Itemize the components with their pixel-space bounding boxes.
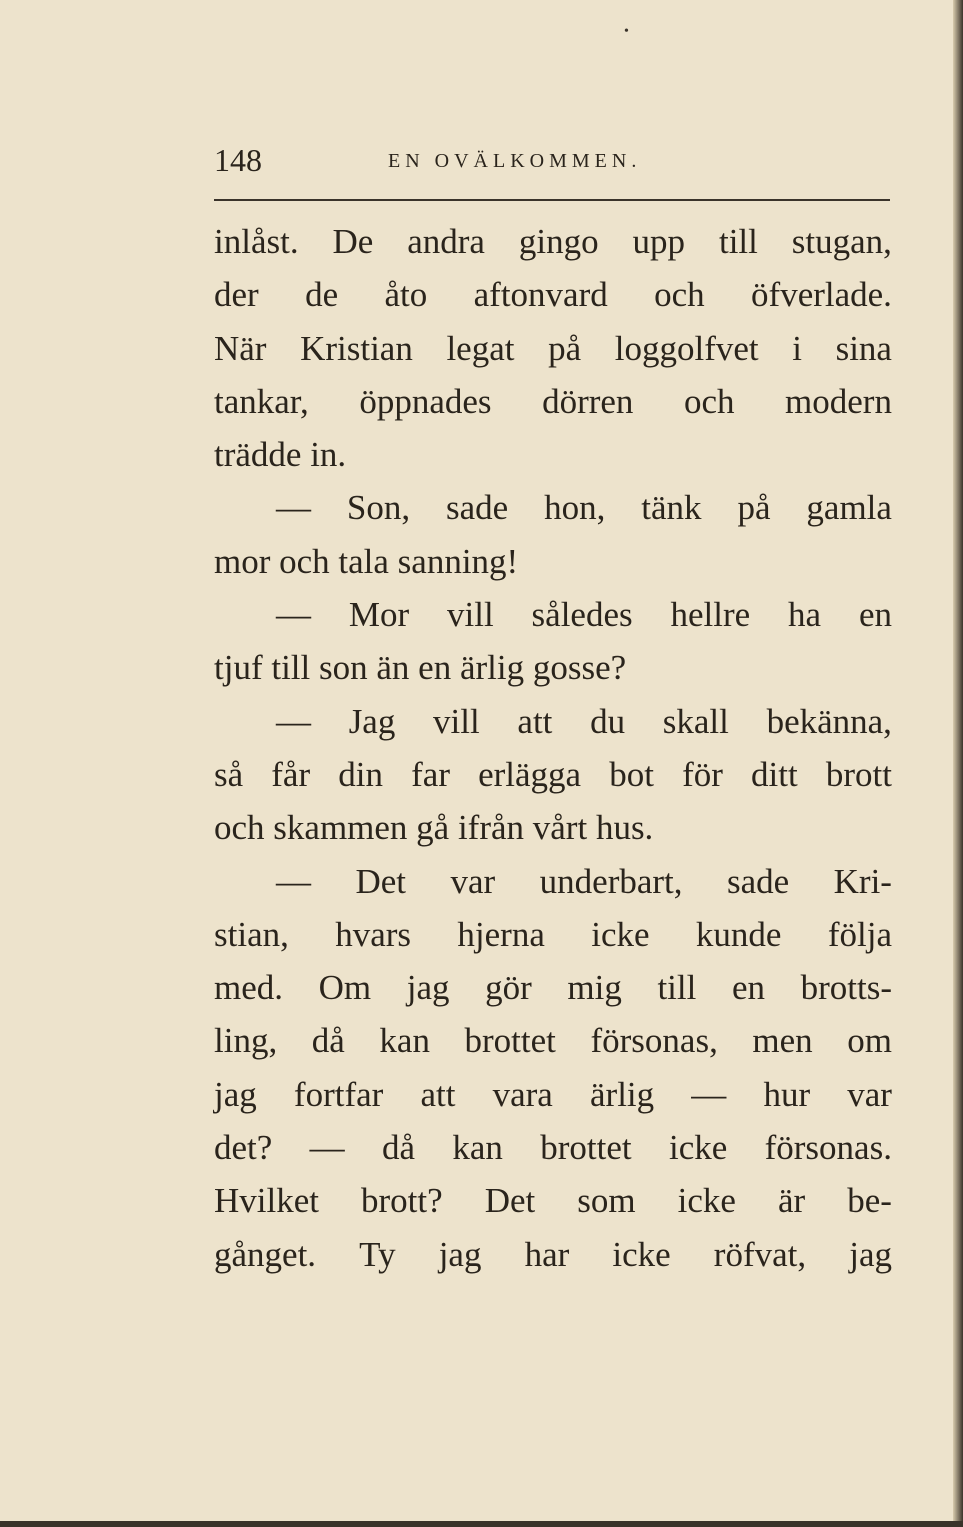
word: stugan, (791, 222, 892, 261)
word: fortfar (293, 1074, 384, 1114)
text-line: mor och tala sanning! (214, 541, 519, 581)
word: och (654, 275, 705, 315)
text-line (214, 908, 892, 961)
text-line: och skammen gå ifrån vårt hus. (214, 808, 654, 848)
word: — (276, 701, 311, 741)
word: är (777, 1181, 806, 1221)
word: du (590, 701, 626, 741)
word: på (737, 488, 771, 528)
word: följa (827, 914, 892, 954)
word: sade (726, 861, 790, 901)
word: underbart, (539, 861, 683, 901)
header-rule (214, 199, 890, 201)
word: mig (567, 968, 622, 1008)
word: försonas, (590, 1021, 718, 1061)
word: ha (788, 595, 822, 635)
word: gör (485, 968, 532, 1008)
word: bot (609, 754, 654, 794)
word: gingo (518, 222, 599, 261)
word: — (276, 861, 311, 901)
word: Det (484, 1181, 536, 1221)
word: åto (384, 275, 428, 315)
running-title: EN OVÄLKOMMEN. (388, 150, 642, 172)
word: kan (452, 1128, 503, 1168)
word: att (517, 701, 553, 741)
word: — (691, 1074, 727, 1114)
word: icke (677, 1181, 736, 1221)
word: således (531, 595, 633, 635)
word: hvars (335, 914, 412, 954)
word: gånget. (214, 1234, 317, 1274)
word: modern (785, 381, 892, 421)
word: icke (591, 914, 650, 954)
text-line (214, 748, 892, 801)
word: var (450, 861, 496, 901)
text-line: trädde in. (214, 435, 347, 475)
word: erlägga (478, 754, 582, 794)
word: Ty (359, 1234, 396, 1274)
word: Det (355, 861, 407, 901)
word: Om (318, 968, 372, 1008)
word: jag (214, 1074, 257, 1114)
text-line (214, 1174, 892, 1227)
word: stian, (214, 914, 289, 954)
word: Kri- (833, 861, 892, 901)
word: som (577, 1181, 636, 1221)
word: en (858, 595, 892, 635)
word: icke (668, 1128, 728, 1168)
text-line (214, 375, 892, 428)
word: aftonvard (473, 275, 608, 315)
word: vill (433, 701, 480, 741)
word: öppnades (359, 381, 492, 421)
body-text (214, 215, 892, 1281)
word: i (792, 328, 802, 368)
word: icke (612, 1234, 671, 1274)
word: hur (763, 1074, 811, 1114)
text-line (214, 1121, 892, 1174)
word: har (524, 1234, 570, 1274)
text-line (214, 588, 892, 641)
word: inlåst. (214, 222, 299, 261)
word: så (214, 754, 244, 794)
text-line (214, 1068, 892, 1121)
word: jag (438, 1234, 482, 1274)
word: din (338, 754, 383, 794)
word: ditt (751, 754, 798, 794)
page-bottom-edge (0, 1521, 963, 1527)
word: När (214, 328, 267, 368)
word: brottet (464, 1021, 556, 1061)
word: men (752, 1021, 813, 1061)
page-edge-shadow (953, 0, 963, 1527)
word: Jag (348, 701, 396, 741)
word: att (420, 1074, 456, 1114)
page-header (214, 140, 894, 180)
word: be- (847, 1181, 892, 1221)
word: dörren (542, 381, 634, 421)
word: brotts- (800, 968, 892, 1008)
page-number: 148 (214, 142, 262, 178)
word: De (332, 222, 374, 261)
text-line (214, 1228, 892, 1281)
word: Mor (348, 595, 410, 635)
word: andra (407, 222, 485, 261)
word: ärlig (590, 1074, 655, 1114)
word: får (271, 754, 311, 794)
word: bekänna, (766, 701, 892, 741)
word: brott? (361, 1181, 443, 1221)
word: Kristian (300, 328, 413, 368)
word: vara (492, 1074, 553, 1114)
word: öfverlade. (751, 275, 892, 315)
word: gamla (806, 488, 892, 528)
word: brott (825, 754, 892, 794)
text-line (214, 322, 892, 375)
word: far (411, 754, 450, 794)
text-line (214, 855, 892, 908)
word: sina (835, 328, 892, 368)
word: sade (446, 488, 509, 528)
word: till (718, 222, 758, 261)
word: loggolfvet (614, 328, 759, 368)
word: en (731, 968, 765, 1008)
word: legat (446, 328, 515, 368)
word: röfvat, (713, 1234, 807, 1274)
word: på (548, 328, 582, 368)
word: tankar, (214, 381, 309, 421)
ink-speck-icon: • (624, 24, 629, 39)
word: brottet (540, 1128, 632, 1168)
word: och (683, 381, 735, 421)
word: om (847, 1021, 892, 1061)
word: kunde (695, 914, 782, 954)
word: jag (849, 1234, 892, 1274)
word: vill (447, 595, 494, 635)
word: — (276, 488, 311, 528)
word: hon, (544, 488, 606, 528)
word: kan (379, 1021, 430, 1061)
word: till (657, 968, 697, 1008)
text-line (214, 695, 892, 748)
word: Son, (346, 488, 411, 528)
word: med. (214, 968, 284, 1008)
word: hjerna (457, 914, 545, 954)
word: upp (632, 222, 686, 261)
word: jag (406, 968, 450, 1008)
word: de (305, 275, 339, 315)
word: — (309, 1128, 345, 1168)
word: Hvilket (214, 1181, 319, 1221)
text-line (214, 481, 892, 534)
word: då (311, 1021, 345, 1061)
word: hellre (670, 595, 751, 635)
text-line: tjuf till son än en ärlig gosse? (214, 648, 627, 688)
word: skall (662, 701, 729, 741)
word: var (847, 1074, 892, 1114)
word: der (214, 275, 259, 315)
text-line (214, 1014, 892, 1067)
word: tänk (641, 488, 702, 528)
word: för (682, 754, 723, 794)
word: — (276, 595, 311, 635)
word: försonas. (764, 1128, 892, 1168)
word: då (381, 1128, 416, 1168)
word: det? (214, 1128, 273, 1168)
text-line (214, 961, 892, 1014)
word: ling, (214, 1021, 278, 1061)
text-line (214, 268, 892, 321)
text-line (214, 215, 892, 268)
